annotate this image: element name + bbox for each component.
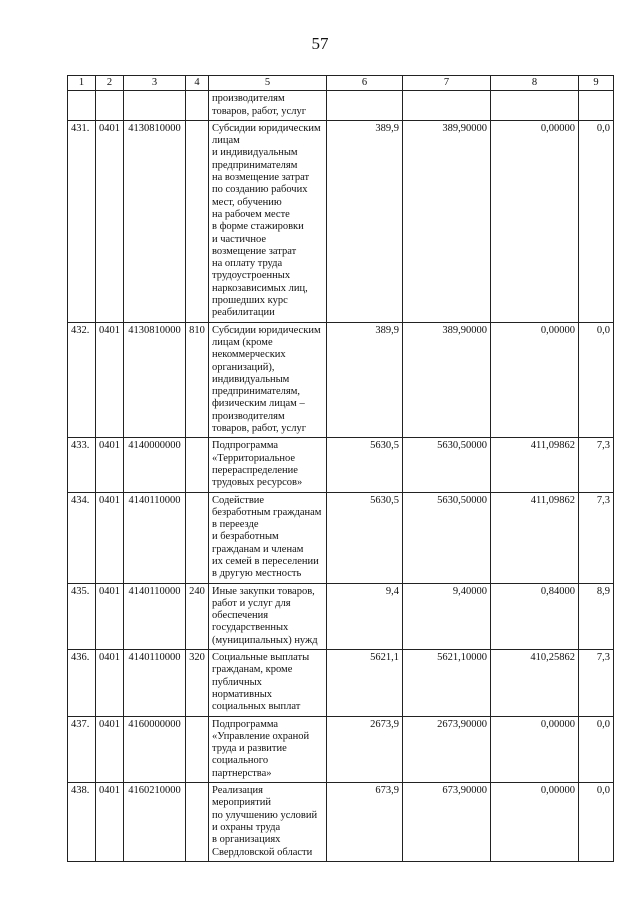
row-number: 431. xyxy=(68,120,96,322)
expense-type xyxy=(186,492,209,583)
header-row xyxy=(68,76,614,91)
expense-type xyxy=(186,438,209,492)
section-code: 0401 xyxy=(96,583,124,649)
section-code: 0401 xyxy=(96,120,124,322)
approved-value: 9,40000 xyxy=(403,583,491,649)
plan-value: 389,9 xyxy=(327,322,403,438)
section-code: 0401 xyxy=(96,492,124,583)
plan-value: 673,9 xyxy=(327,783,403,862)
table-body xyxy=(68,91,614,862)
percent-executed: 7,3 xyxy=(579,650,614,716)
description: Содействие безработным гражданам в переезде и безработным гражданам и членам их семей в переселении в другую местность xyxy=(209,492,327,583)
table-row xyxy=(68,583,614,649)
budget-table xyxy=(67,75,614,862)
approved-value: 5630,50000 xyxy=(403,492,491,583)
executed-value: 411,09862 xyxy=(491,438,579,492)
plan-value: 5630,5 xyxy=(327,438,403,492)
expense-type xyxy=(186,716,209,782)
target-code: 4140110000 xyxy=(124,492,186,583)
description: Иные закупки товаров, работ и услуг для обеспечения государственных (муниципальных) нужд xyxy=(209,583,327,649)
table-row xyxy=(68,120,614,322)
description: Подпрограмма «Управление охраной труда и развитие социального партнерства» xyxy=(209,716,327,782)
section-code: 0401 xyxy=(96,650,124,716)
expense-type xyxy=(186,120,209,322)
description: Реализация мероприятий по улучшению условий и охраны труда в организациях Свердловской области xyxy=(209,783,327,862)
column-header-9: 9 xyxy=(579,76,614,91)
executed-value: 410,25862 xyxy=(491,650,579,716)
plan-value xyxy=(327,91,403,121)
target-code: 4160210000 xyxy=(124,783,186,862)
column-header-5: 5 xyxy=(209,76,327,91)
target-code: 4130810000 xyxy=(124,322,186,438)
percent-executed: 0,0 xyxy=(579,783,614,862)
percent-executed: 8,9 xyxy=(579,583,614,649)
executed-value: 0,00000 xyxy=(491,322,579,438)
approved-value xyxy=(403,91,491,121)
executed-value xyxy=(491,91,579,121)
plan-value: 2673,9 xyxy=(327,716,403,782)
table-row xyxy=(68,492,614,583)
section-code: 0401 xyxy=(96,783,124,862)
column-header-6: 6 xyxy=(327,76,403,91)
target-code: 4130810000 xyxy=(124,120,186,322)
column-header-7: 7 xyxy=(403,76,491,91)
page-number: 57 xyxy=(311,34,329,53)
table-row xyxy=(68,91,614,121)
description: Социальные выплаты гражданам, кроме публичных нормативных социальных выплат xyxy=(209,650,327,716)
description: Субсидии юридическим лицам и индивидуальным предпринимателям на возмещение затрат по созданию рабочих мест, обучению на рабочем месте в форме стажировки и частичное возмещение затрат на оплату труда трудоустроенных наркозависимых лиц, прошедших курс реабилитации xyxy=(209,120,327,322)
section-code: 0401 xyxy=(96,716,124,782)
plan-value: 5630,5 xyxy=(327,492,403,583)
column-header-8: 8 xyxy=(491,76,579,91)
approved-value: 5630,50000 xyxy=(403,438,491,492)
percent-executed: 0,0 xyxy=(579,322,614,438)
executed-value: 411,09862 xyxy=(491,492,579,583)
description: Субсидии юридическим лицам (кроме некоммерческих организаций), индивидуальным предпринимателям, физическим лицам – производителям товаров, работ, услуг xyxy=(209,322,327,438)
percent-executed xyxy=(579,91,614,121)
description: Подпрограмма «Территориальное перераспределение трудовых ресурсов» xyxy=(209,438,327,492)
expense-type: 810 xyxy=(186,322,209,438)
expense-type: 240 xyxy=(186,583,209,649)
executed-value: 0,00000 xyxy=(491,716,579,782)
target-code xyxy=(124,91,186,121)
row-number xyxy=(68,91,96,121)
expense-type xyxy=(186,783,209,862)
column-header-4: 4 xyxy=(186,76,209,91)
percent-executed: 0,0 xyxy=(579,120,614,322)
approved-value: 5621,10000 xyxy=(403,650,491,716)
approved-value: 389,90000 xyxy=(403,322,491,438)
plan-value: 389,9 xyxy=(327,120,403,322)
section-code xyxy=(96,91,124,121)
target-code: 4160000000 xyxy=(124,716,186,782)
percent-executed: 7,3 xyxy=(579,438,614,492)
target-code: 4140000000 xyxy=(124,438,186,492)
row-number: 436. xyxy=(68,650,96,716)
approved-value: 2673,90000 xyxy=(403,716,491,782)
target-code: 4140110000 xyxy=(124,650,186,716)
column-header-1: 1 xyxy=(68,76,96,91)
section-code: 0401 xyxy=(96,438,124,492)
row-number: 433. xyxy=(68,438,96,492)
table-row xyxy=(68,438,614,492)
approved-value: 673,90000 xyxy=(403,783,491,862)
row-number: 437. xyxy=(68,716,96,782)
approved-value: 389,90000 xyxy=(403,120,491,322)
column-header-3: 3 xyxy=(124,76,186,91)
section-code: 0401 xyxy=(96,322,124,438)
row-number: 435. xyxy=(68,583,96,649)
table-row xyxy=(68,322,614,438)
table-row xyxy=(68,650,614,716)
percent-executed: 7,3 xyxy=(579,492,614,583)
executed-value: 0,84000 xyxy=(491,583,579,649)
percent-executed: 0,0 xyxy=(579,716,614,782)
row-number: 432. xyxy=(68,322,96,438)
executed-value: 0,00000 xyxy=(491,783,579,862)
expense-type xyxy=(186,91,209,121)
plan-value: 5621,1 xyxy=(327,650,403,716)
expense-type: 320 xyxy=(186,650,209,716)
description: производителям товаров, работ, услуг xyxy=(209,91,327,121)
plan-value: 9,4 xyxy=(327,583,403,649)
column-header-2: 2 xyxy=(96,76,124,91)
table-row xyxy=(68,716,614,782)
row-number: 438. xyxy=(68,783,96,862)
table-row xyxy=(68,783,614,862)
executed-value: 0,00000 xyxy=(491,120,579,322)
row-number: 434. xyxy=(68,492,96,583)
target-code: 4140110000 xyxy=(124,583,186,649)
